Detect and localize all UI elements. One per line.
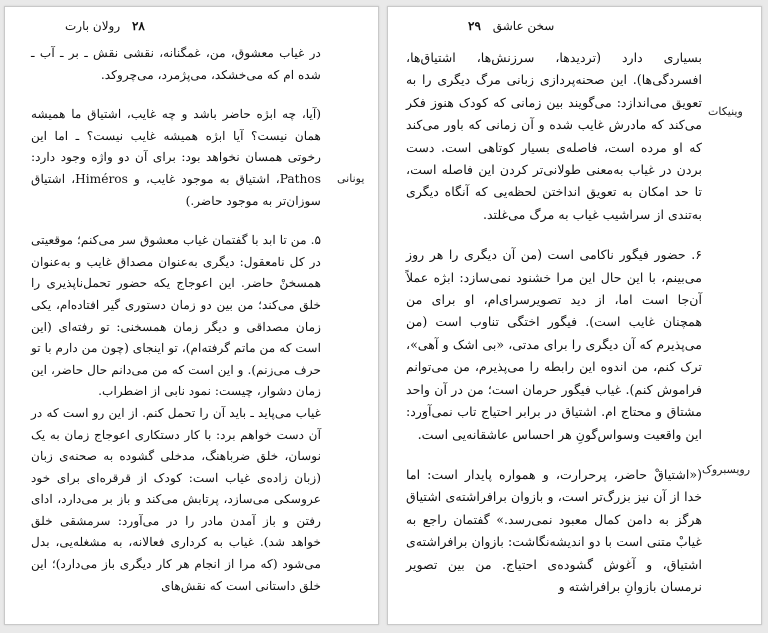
left-paragraph-1: در غیاب معشوق، من، غمگنانه، نقشی نقش ـ بر ـ آب ـ شده ام که می‌خشکد، می‌پژمرد، می‌چروکد. [31,46,321,82]
right-page-body [406,47,702,598]
left-page-number: ۲۸ [131,19,145,33]
left-page [4,6,379,625]
right-paragraph-3: («اشتیاقْ حاضر، پرحرارت، و همواره پایدار است: اما خدا از آن نیز بزرگ‌تر است، و بازوان برافراشته‌ی اشتیاق هرگز به دامن کمال معبود نمی‌رسد.» گفتمان راجع به غیابْ متنی است با دو اندیشه‌نگاشت: بازوان برافراشته‌ی اشتیاق، و آغوش گشوده‌ی احتیاج. من بین تصویر نرمسان بازوانِ برافراشته و [406,466,702,594]
left-running-head: رولان بارت [65,19,121,33]
left-margin-note: یونانی [337,172,365,185]
left-paragraph-3: ۵. من تا ابد با گفتمان غیاب معشوق سر می‌کنم؛ موقعیتی در کل نامعقول: دیگری به‌عنوان مصداق غایب و به‌عنوان همسخنْ حاضر. این اعوجاج یکه حضور تحمل‌ناپذیری را خلق می‌کند؛ من بین دو زمان دستوری گیر افتاده‌ام، یکی زمان مصداقی و دیگر زمان همسخنی: تو رفته‌ای (این است که من ماتم گرفته‌ام)، تو اینجای (چون من دارم با تو حرف می‌زنم). و این است که من می‌دانم حال حاضر، این زمان دشوار، چیست: نمود نابی از اضطراب. [31,233,321,399]
right-paragraph-2: ۶. حضور فیگور ناکامی است (من آن دیگری را هر روز می‌بینم، با این حال این مرا خشنود نمی‌سازد: ابژه عملاً آن‌جا است اما، از دید تصویرسرای‌ام، او برای من همچنان غایب است). فیگور اختگی تناوب است (من می‌پذیرم که آن دیگری را برای مدتی، «بی اشک و آهی»، ترک کنم، من اندوه این رابطه را می‌پذیرم، من می‌توانم فراموش کنم). غیاب فیگور حرمان است؛ من در آن واحد مشتاق و محتاج ام. اشتیاق در برابر احتیاج تاب نمی‌آورد: این واقعیت وسواس‌گونِ هر احساس عاشقانه‌یی است. [406,247,702,442]
right-margin-note-2: رویسبروک [702,463,751,476]
left-page-header [65,19,153,33]
right-running-head: سخن عاشق [492,19,555,33]
left-paragraph-2: (آیا، چه ابژه حاضر باشد و چه غایب، اشتیاق ما همیشه همان نیست؟ آیا ابژه همیشه غایب نیست؟ ـ اما این رخوتی همسان نخواهد بود: برای آن دو واژه وجود دارد: Pathos، اشتیاق به موجود غایب، و Himéros، اشتیاق سوزان‌تر به موجود حاضر.) [31,107,321,208]
right-page-header [460,19,554,33]
right-page-number: ۲۹ [468,19,481,33]
left-paragraph-4: غیاب می‌پاید ـ باید آن را تحمل کنم. از این رو است که در آن دست خواهم برد: با کار دستکاری اعوجاج زمان به یک نوسان، خلق ضرباهنگ، مدخلی گشوده به صحنه‌ی زبان (زبان زاده‌ی غیاب است: کودک از قرقره‌ای برای خود عروسکی می‌سازد، پرتابش می‌کند و باز بر می‌دارد، ادای رفتن و باز آمدن مادر را در می‌آورد: سرمشقی خلق خواهد شد). غیاب به کرداری فعالانه، به مشغله‌یی، بدل می‌شود (که مرا از انجام هر کار دیگری باز می‌دارد)؛ این خلق داستانی است که نقش‌های [31,405,321,593]
left-page-body [31,43,321,597]
right-page [387,6,762,625]
right-paragraph-1: بسیاری دارد (تردیدها، سرزنش‌ها، اشتیاق‌ها، افسردگی‌ها). این صحنه‌پردازی زبانی مرگ دیگری را به تعویق می‌اندازد: می‌گویند بین زمانی که کودک هنوز فکر می‌کند که مادرش غایب شده و آن زمانی که باور می‌کند که او مرده است، فاصله‌ی بسیار کوتاهی است. دست بردن در غیاب به‌معنی طولانی‌تر کردن این فاصله است، تا حد امکان به تعویق انداختن لحظه‌یی که آنگاه دیگری به‌تندی از سراشیب غیاب به مرگ می‌غلتد. [406,50,702,222]
right-margin-note-1: وینیکات [708,105,743,118]
